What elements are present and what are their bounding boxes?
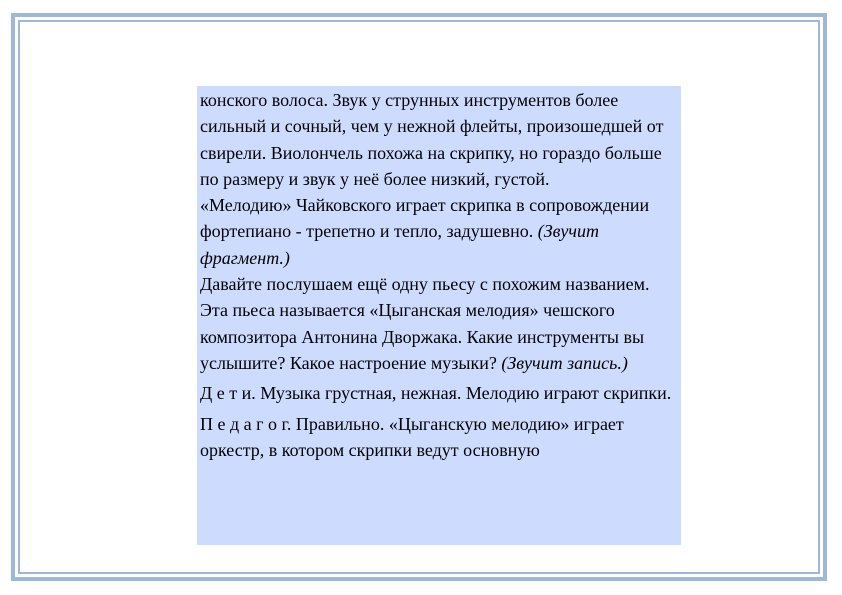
paragraph-text: Давайте послушаем ещё одну пьесу с похожим названием. Эта пьеса называется «Цыганская мелодия» чешского композитора Антонина Дворжака. Какие инструменты вы услышите? Какое настроение музыки? — [200, 274, 650, 373]
paragraph-text: П е д а г о г. Правильно. «Цыганскую мелодию» играет оркестр, в котором скрипки ведут основную — [200, 413, 624, 460]
paragraph-children — [200, 380, 681, 406]
stage-direction: (Звучит запись.) — [501, 352, 628, 373]
paragraph-text: конского волоса. Звук у струнных инструментов более сильный и сочный, чем у нежной флейты, произошедшей от свирели. Виолончель похожа на скрипку, но гораздо больше по размеру и звук у неё более низкий, густой. — [200, 90, 664, 189]
stage-direction: (Звучит фрагмент.) — [200, 221, 599, 268]
paragraph-tchaikovsky — [200, 192, 681, 271]
text-box — [197, 86, 681, 545]
paragraph-text: «Мелодию» Чайковского играет скрипка в сопровождении фортепиано - трепетно и тепло, задушевно. — [200, 195, 650, 242]
paragraph-instruments — [200, 87, 681, 192]
paragraph-teacher — [200, 411, 681, 464]
paragraph-text: Д е т и. Музыка грустная, нежная. Мелодию играют скрипки. — [200, 383, 672, 404]
paragraph-dvorak — [200, 271, 681, 376]
